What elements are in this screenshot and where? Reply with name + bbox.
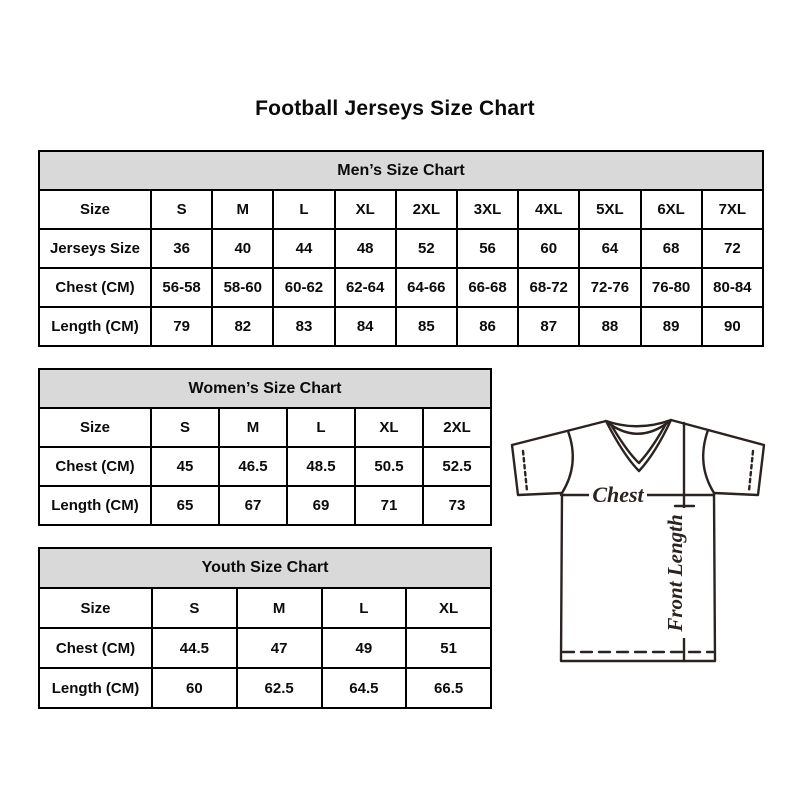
page-title: Football Jerseys Size Chart xyxy=(255,97,535,120)
jersey-diagram-svg xyxy=(505,402,771,668)
mens-chest-row xyxy=(39,268,763,307)
size-cell: 6XL xyxy=(641,190,702,229)
value-cell: 71 xyxy=(355,486,423,525)
value-cell: 52 xyxy=(396,229,457,268)
mens-size-row xyxy=(39,190,763,229)
front-length-label: Front Length xyxy=(663,514,687,632)
size-cell: XL xyxy=(406,588,491,628)
value-cell: 65 xyxy=(151,486,219,525)
row-label: Size xyxy=(39,408,151,447)
value-cell: 72 xyxy=(702,229,763,268)
value-cell: 89 xyxy=(641,307,702,346)
value-cell: 84 xyxy=(335,307,396,346)
row-label: Chest (CM) xyxy=(39,628,152,668)
row-label: Size xyxy=(39,190,151,229)
value-cell: 60 xyxy=(518,229,579,268)
size-cell: L xyxy=(287,408,355,447)
size-cell: L xyxy=(273,190,334,229)
youth-size-row xyxy=(39,588,491,628)
chest-label: Chest xyxy=(592,482,644,507)
row-label: Chest (CM) xyxy=(39,447,151,486)
size-cell: 2XL xyxy=(396,190,457,229)
value-cell: 83 xyxy=(273,307,334,346)
value-cell: 60 xyxy=(152,668,237,708)
size-cell: L xyxy=(322,588,407,628)
value-cell: 56-58 xyxy=(151,268,212,307)
value-cell: 62-64 xyxy=(335,268,396,307)
size-cell: XL xyxy=(335,190,396,229)
row-label: Length (CM) xyxy=(39,307,151,346)
value-cell: 85 xyxy=(396,307,457,346)
size-cell: 5XL xyxy=(579,190,640,229)
value-cell: 52.5 xyxy=(423,447,491,486)
value-cell: 68-72 xyxy=(518,268,579,307)
size-cell: M xyxy=(219,408,287,447)
size-cell: 4XL xyxy=(518,190,579,229)
womens-table-header: Women’s Size Chart xyxy=(39,369,491,408)
row-label: Chest (CM) xyxy=(39,268,151,307)
value-cell: 68 xyxy=(641,229,702,268)
youth-table-header: Youth Size Chart xyxy=(39,548,491,588)
size-cell: S xyxy=(151,408,219,447)
value-cell: 80-84 xyxy=(702,268,763,307)
row-label: Jerseys Size xyxy=(39,229,151,268)
value-cell: 51 xyxy=(406,628,491,668)
value-cell: 44 xyxy=(273,229,334,268)
youth-header-row xyxy=(39,548,491,588)
jersey-outline xyxy=(512,420,764,661)
mens-jerseys-size-row xyxy=(39,229,763,268)
womens-size-table xyxy=(38,368,492,526)
mens-length-row xyxy=(39,307,763,346)
size-cell: M xyxy=(237,588,322,628)
value-cell: 66-68 xyxy=(457,268,518,307)
value-cell: 86 xyxy=(457,307,518,346)
value-cell: 48.5 xyxy=(287,447,355,486)
value-cell: 62.5 xyxy=(237,668,322,708)
womens-size-row xyxy=(39,408,491,447)
row-label: Length (CM) xyxy=(39,668,152,708)
value-cell: 72-76 xyxy=(579,268,640,307)
size-cell: XL xyxy=(355,408,423,447)
value-cell: 73 xyxy=(423,486,491,525)
value-cell: 48 xyxy=(335,229,396,268)
value-cell: 56 xyxy=(457,229,518,268)
value-cell: 50.5 xyxy=(355,447,423,486)
womens-chest-row xyxy=(39,447,491,486)
youth-chest-row xyxy=(39,628,491,668)
value-cell: 67 xyxy=(219,486,287,525)
value-cell: 46.5 xyxy=(219,447,287,486)
mens-header-row xyxy=(39,151,763,190)
row-label: Size xyxy=(39,588,152,628)
value-cell: 64.5 xyxy=(322,668,407,708)
value-cell: 64 xyxy=(579,229,640,268)
size-cell: 2XL xyxy=(423,408,491,447)
size-cell: M xyxy=(212,190,273,229)
mens-table-header: Men’s Size Chart xyxy=(39,151,763,190)
row-label: Length (CM) xyxy=(39,486,151,525)
value-cell: 82 xyxy=(212,307,273,346)
value-cell: 87 xyxy=(518,307,579,346)
womens-length-row xyxy=(39,486,491,525)
value-cell: 44.5 xyxy=(152,628,237,668)
value-cell: 76-80 xyxy=(641,268,702,307)
value-cell: 90 xyxy=(702,307,763,346)
size-cell: 3XL xyxy=(457,190,518,229)
value-cell: 40 xyxy=(212,229,273,268)
value-cell: 66.5 xyxy=(406,668,491,708)
value-cell: 45 xyxy=(151,447,219,486)
mens-size-table xyxy=(38,150,764,347)
size-cell: S xyxy=(151,190,212,229)
size-cell: 7XL xyxy=(702,190,763,229)
womens-header-row xyxy=(39,369,491,408)
jersey-measurement-diagram xyxy=(505,402,771,668)
value-cell: 47 xyxy=(237,628,322,668)
value-cell: 79 xyxy=(151,307,212,346)
value-cell: 36 xyxy=(151,229,212,268)
youth-size-table xyxy=(38,547,492,709)
value-cell: 69 xyxy=(287,486,355,525)
value-cell: 58-60 xyxy=(212,268,273,307)
value-cell: 64-66 xyxy=(396,268,457,307)
size-cell: S xyxy=(152,588,237,628)
value-cell: 60-62 xyxy=(273,268,334,307)
value-cell: 49 xyxy=(322,628,407,668)
value-cell: 88 xyxy=(579,307,640,346)
youth-length-row xyxy=(39,668,491,708)
